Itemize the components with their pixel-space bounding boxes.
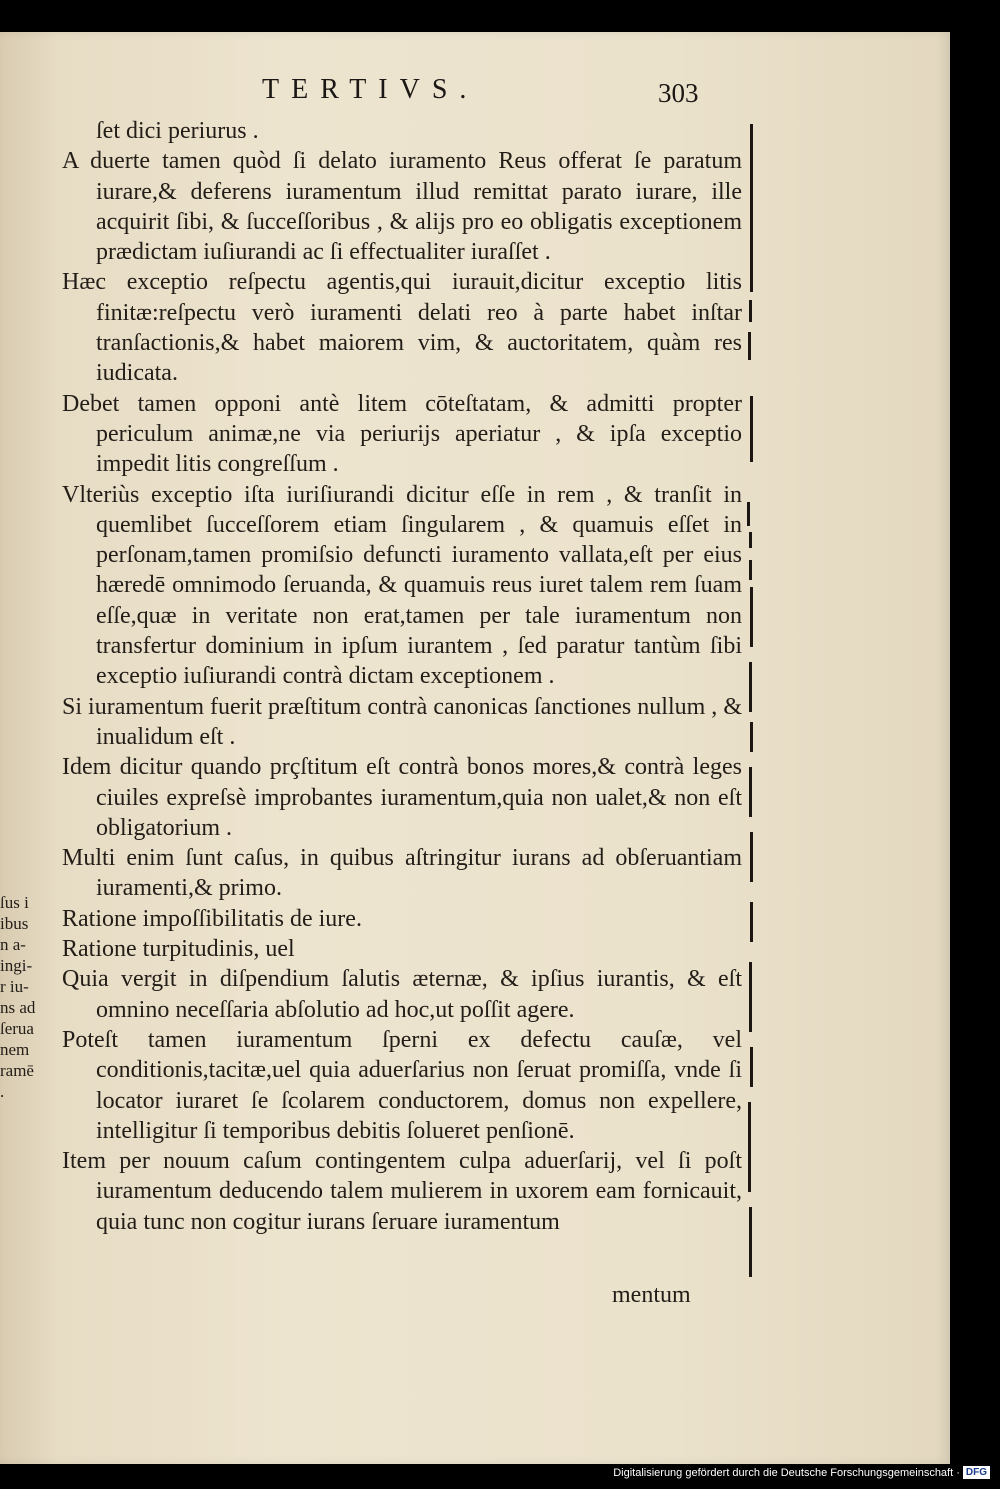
paragraph-12: Poteſt tamen iuramentum ſperni ex defectu cauſæ, vel conditionis,tacitæ,uel quia aduerſarius non ſeruat promiſſa, vnde ſi locator iuraret ſe ſcolarem conductorem, domus non expellere, intelligitur ſi temporibus debitis ſolueret penſionē. — [62, 1026, 742, 1144]
margin-rule — [749, 300, 752, 322]
margin-note — [0, 892, 58, 1102]
margin-rule — [749, 962, 752, 1032]
paragraph-9: Ratione impoſſibilitatis de iure. — [62, 905, 362, 932]
margin-note-line: nem — [0, 1040, 30, 1059]
margin-note-line: ſus i — [0, 893, 29, 912]
margin-rule — [750, 1047, 753, 1087]
margin-note-line: ſerua — [0, 1019, 34, 1038]
digitization-credit — [613, 1466, 990, 1479]
margin-note-line: ibus — [0, 914, 29, 933]
margin-rule — [750, 832, 753, 882]
margin-rule — [748, 1102, 751, 1192]
margin-rule — [749, 1207, 752, 1277]
margin-rule — [750, 587, 753, 647]
margin-note-line: r iu- — [0, 977, 29, 996]
paragraph-3: Hæc exceptio reſpectu agentis,qui iurauit,dicitur exceptio litis finitæ:reſpectu verò iuramenti delati reo à parte habet inſtar tranſactionis,& habet maiorem vim, & auctoritatem, quàm res iudicata. — [62, 269, 742, 387]
paragraph-7: Idem dicitur quando prçſtitum eſt contrà bonos mores,& contrà leges ciuiles expreſsè improbantes iuramentum,quia non ualet,& non eſt obligatorium . — [62, 754, 742, 841]
credit-text: Digitalisierung gefördert durch die Deutsche Forschungsgemeinschaft · — [613, 1466, 960, 1479]
margin-rule — [750, 396, 753, 462]
margin-rule — [749, 767, 752, 817]
margin-rule — [750, 722, 753, 752]
margin-note-line: n a- — [0, 935, 26, 954]
book-page — [0, 32, 950, 1464]
main-text-block — [62, 116, 742, 1237]
margin-rule — [750, 124, 753, 292]
page-number: 303 — [658, 78, 699, 108]
margin-note-line: . — [0, 1082, 5, 1101]
margin-note-line: ingi- — [0, 956, 33, 975]
paragraph-6: Si iuramentum fuerit præſtitum contrà canonicas ſanctiones nullum , & inualidum eſt . — [62, 693, 742, 750]
margin-note-line: ramē — [0, 1061, 34, 1080]
paragraph-1: ſet dici periurus . — [96, 118, 259, 144]
margin-rule — [749, 532, 752, 548]
catchword: mentum — [612, 1282, 691, 1308]
paragraph-4: Debet tamen opponi antè litem cōteſtatam, & admitti propter periculum animæ,ne via periurijs aperiatur , & ipſa exceptio impedit litis congreſſum . — [62, 390, 742, 478]
paragraph-5: Vlteriùs exceptio iſta iuriſiurandi dicitur eſſe in rem , & tranſit in quemlibet ſucceſſorem etiam ſingularem , & quamuis eſſet in perſonam,tamen promiſsio defuncti iuramento vallata,eſt per eius hæredē omnimodo ſeruanda, & quamuis reus iuret talem rem ſuam eſſe,quæ in veritate non erat,tamen per tale iuramentum non transfertur dominium in ipſum iurantem , ſed paratur tantùm ſibi exceptio iuſiurandi contrà dictam exceptionem . — [62, 481, 742, 690]
paragraph-11: Quia vergit in diſpendium ſalutis æternæ, & ipſius iurantis, & eſt omnino neceſſaria abſolutio ad hoc,ut poſſit agere. — [62, 966, 742, 1023]
margin-note-line: ns ad — [0, 998, 36, 1017]
margin-rule — [750, 902, 753, 942]
paragraph-8: Multi enim ſunt caſus, in quibus aſtringitur iurans ad obſeruantiam iuramenti,& primo. — [62, 845, 742, 902]
margin-rule — [749, 560, 752, 580]
paragraph-2: A duerte tamen quòd ſi delato iuramento Reus offerat ſe paratum iurare,& deferens iuramentum illud remittat parato iurare, ille acquirit ſibi, & ſucceſſoribus , & alijs pro eo obligatis exceptionem prædictam iuſiurandi ac ſi effectualiter iuraſſet . — [62, 148, 742, 266]
paragraph-13: Item per nouum caſum contingentem culpa aduerſarij, vel ſi poſt iuramentum deducendo talem mulierem in uxorem eam fornicauit, quia tunc non cogitur iurans ſeruare iuramentum — [62, 1148, 742, 1235]
paragraph-10: Ratione turpitudinis, uel — [62, 936, 295, 963]
margin-rule — [747, 502, 750, 526]
margin-rule — [749, 662, 752, 712]
dfg-logo: DFG — [963, 1466, 990, 1479]
margin-rule — [748, 332, 751, 360]
running-head: TERTIVS. — [262, 74, 479, 105]
